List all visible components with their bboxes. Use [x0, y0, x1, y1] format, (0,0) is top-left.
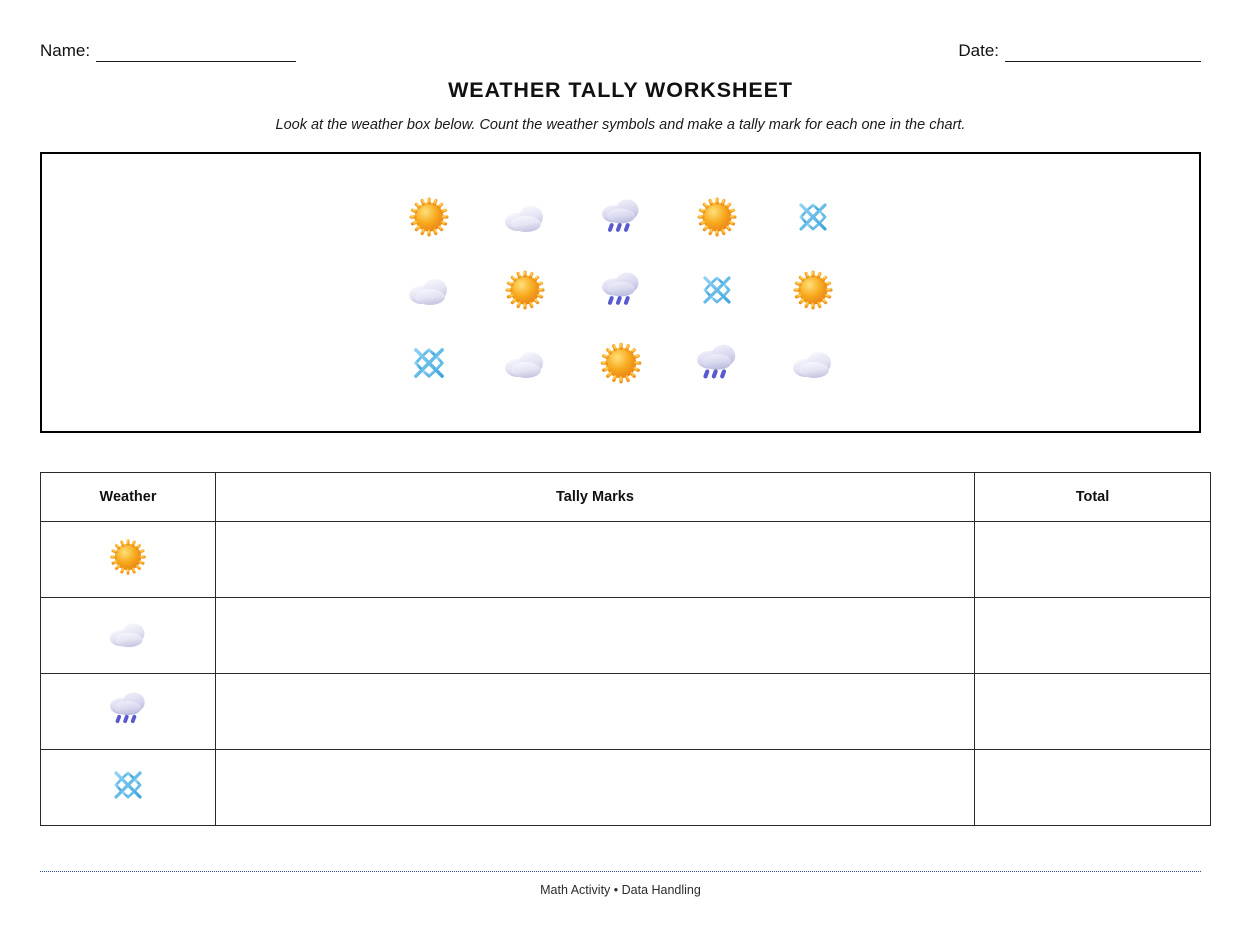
- name-field[interactable]: [40, 41, 296, 62]
- weather-symbol-cell: [669, 329, 765, 402]
- rain-cloud-icon: [598, 269, 644, 316]
- snowflake-icon: [792, 196, 834, 243]
- weather-symbol-cell: [765, 183, 861, 256]
- sun-icon: [695, 195, 739, 244]
- table-row: [41, 750, 1211, 826]
- table-row: [41, 598, 1211, 674]
- footer-note: Math Activity • Data Handling: [540, 883, 701, 897]
- date-field[interactable]: [958, 41, 1201, 62]
- weather-symbol-grid: [381, 183, 861, 402]
- page-title: WEATHER TALLY WORKSHEET: [448, 78, 793, 102]
- weather-symbol-cell: [477, 329, 573, 402]
- tally-table: [40, 472, 1211, 826]
- table-header-row: [41, 473, 1211, 522]
- weather-symbol-cell: [573, 256, 669, 329]
- weather-symbol-cell: [381, 329, 477, 402]
- weather-symbol-cell: [573, 329, 669, 402]
- tally-answer-cell[interactable]: [216, 674, 975, 750]
- name-label: Name:: [40, 41, 91, 60]
- header-weather: Weather: [41, 473, 216, 522]
- row-weather-sun: [41, 522, 216, 598]
- weather-symbol-cell: [765, 329, 861, 402]
- tally-answer-cell[interactable]: [216, 522, 975, 598]
- sun-icon: [791, 268, 835, 317]
- header-total: Total: [975, 473, 1211, 522]
- snowflake-icon: [696, 269, 738, 316]
- weather-symbol-cell: [381, 183, 477, 256]
- rain-cloud-icon: [106, 689, 150, 734]
- snowflake-icon: [406, 340, 452, 391]
- cloud-icon: [502, 200, 548, 239]
- table-row: [41, 522, 1211, 598]
- row-weather-snow: [41, 750, 216, 826]
- tally-answer-cell[interactable]: [216, 598, 975, 674]
- sun-icon: [407, 195, 451, 244]
- snowflake-icon: [107, 764, 149, 811]
- weather-symbol-cell: [669, 256, 765, 329]
- weather-symbol-cell: [573, 183, 669, 256]
- total-answer-cell[interactable]: [975, 598, 1211, 674]
- weather-symbol-cell: [765, 256, 861, 329]
- sun-icon: [503, 268, 547, 317]
- name-write-line[interactable]: [96, 46, 296, 62]
- total-answer-cell[interactable]: [975, 522, 1211, 598]
- header-tally-marks: Tally Marks: [216, 473, 975, 522]
- rain-cloud-icon: [693, 341, 741, 390]
- weather-symbol-cell: [477, 183, 573, 256]
- total-answer-cell[interactable]: [975, 674, 1211, 750]
- page-instructions: Look at the weather box below. Count the weather symbols and make a tally mark for each one in the chart.: [275, 117, 966, 133]
- rain-cloud-icon: [598, 196, 644, 243]
- table-row: [41, 674, 1211, 750]
- cloud-icon: [406, 273, 452, 312]
- date-write-line[interactable]: [1005, 46, 1201, 62]
- sun-icon: [598, 340, 644, 391]
- cloud-icon: [107, 618, 149, 654]
- weather-symbol-cell: [477, 256, 573, 329]
- cloud-icon: [790, 346, 836, 385]
- weather-symbol-cell: [669, 183, 765, 256]
- row-weather-cloud: [41, 598, 216, 674]
- sun-icon: [108, 537, 148, 582]
- date-label: Date:: [958, 41, 999, 60]
- name-date-row: [40, 28, 1201, 62]
- tally-answer-cell[interactable]: [216, 750, 975, 826]
- weather-symbol-cell: [381, 256, 477, 329]
- cloud-icon: [502, 346, 548, 385]
- footer-divider: [40, 871, 1201, 872]
- row-weather-rain: [41, 674, 216, 750]
- total-answer-cell[interactable]: [975, 750, 1211, 826]
- weather-symbol-box: [40, 152, 1201, 433]
- page-footer: [40, 871, 1201, 897]
